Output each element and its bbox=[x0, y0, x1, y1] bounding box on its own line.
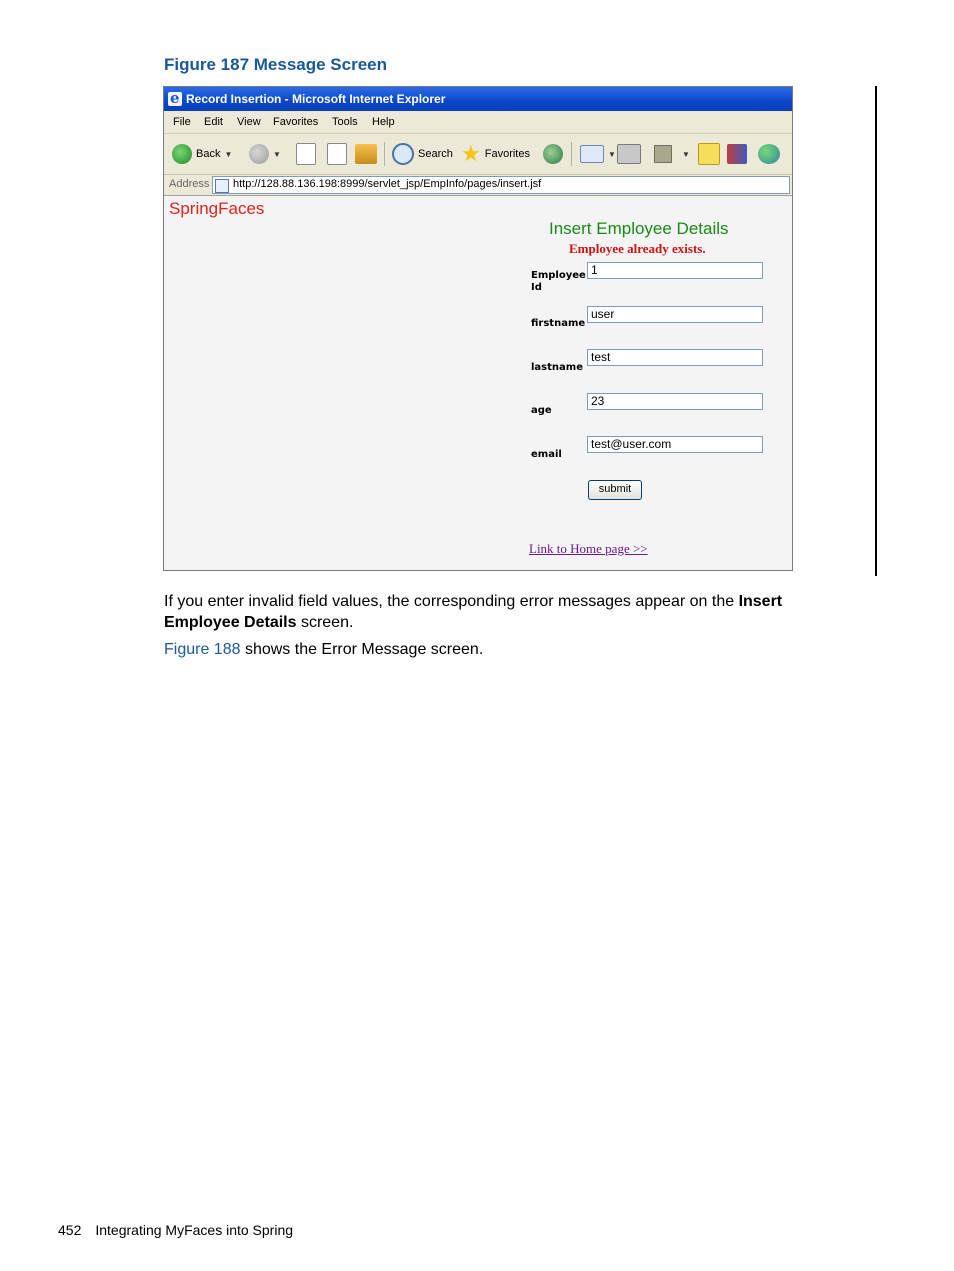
error-message: Employee already exists. bbox=[569, 241, 706, 256]
browser-screenshot bbox=[163, 86, 793, 571]
figure-188-link[interactable]: Figure 188 bbox=[164, 641, 241, 658]
messenger-icon bbox=[758, 144, 780, 164]
back-dropdown-icon[interactable]: ▼ bbox=[224, 149, 233, 159]
age-label: age bbox=[531, 405, 552, 416]
para1-tail: screen. bbox=[296, 614, 354, 631]
edit-button[interactable] bbox=[654, 142, 690, 166]
print-button[interactable] bbox=[617, 142, 641, 166]
note-icon bbox=[698, 143, 720, 165]
mail-icon bbox=[580, 145, 604, 163]
address-label: Address bbox=[169, 178, 210, 190]
favorites-label: Favorites bbox=[484, 148, 530, 160]
menu-bar bbox=[164, 111, 792, 134]
toolbar-separator bbox=[571, 142, 572, 166]
research-button[interactable] bbox=[727, 142, 747, 166]
employee-id-label bbox=[531, 270, 586, 294]
menu-tools[interactable]: Tools bbox=[332, 116, 358, 128]
back-arrow-icon bbox=[172, 144, 192, 164]
home-icon bbox=[355, 144, 377, 164]
age-input[interactable]: 23 bbox=[587, 393, 763, 410]
page-content bbox=[164, 196, 792, 570]
address-bar bbox=[164, 175, 792, 196]
stop-icon bbox=[296, 143, 316, 165]
employee-id-input[interactable]: 1 bbox=[587, 262, 763, 279]
menu-edit[interactable]: Edit bbox=[204, 116, 223, 128]
forward-arrow-icon bbox=[249, 144, 269, 164]
address-url: http://128.88.136.198:8999/servlet_jsp/EmpInfo/pages/insert.jsf bbox=[233, 178, 542, 190]
email-input[interactable]: test@user.com bbox=[587, 436, 763, 453]
history-button[interactable] bbox=[543, 142, 563, 166]
brand-logo-text: SpringFaces bbox=[169, 199, 265, 218]
messenger-button[interactable] bbox=[758, 142, 780, 166]
mail-button[interactable] bbox=[580, 142, 616, 166]
edit-icon bbox=[654, 145, 672, 163]
form-heading: Insert Employee Details bbox=[549, 219, 729, 238]
window-title: Record Insertion - Microsoft Internet Explorer bbox=[186, 92, 446, 106]
back-label: Back bbox=[196, 148, 221, 160]
footer-section: Integrating MyFaces into Spring bbox=[95, 1222, 294, 1238]
back-button[interactable] bbox=[172, 142, 232, 166]
lastname-label: lastname bbox=[531, 362, 583, 373]
toolbar bbox=[164, 134, 792, 175]
home-button[interactable] bbox=[355, 142, 377, 166]
body-paragraph-2 bbox=[164, 639, 483, 660]
figure-caption: Figure 187 Message Screen bbox=[164, 55, 388, 74]
firstname-label: firstname bbox=[531, 318, 586, 329]
mail-dropdown-icon[interactable]: ▼ bbox=[608, 149, 616, 159]
menu-favorites[interactable]: Favorites bbox=[273, 116, 319, 128]
employee-id-label-line1: Employee bbox=[531, 270, 586, 281]
refresh-icon bbox=[327, 143, 347, 165]
edit-dropdown-icon[interactable]: ▼ bbox=[682, 149, 690, 159]
submit-button[interactable]: submit bbox=[588, 480, 642, 500]
lastname-input[interactable]: test bbox=[587, 349, 763, 366]
printer-icon bbox=[617, 144, 641, 164]
body-paragraph-1 bbox=[164, 591, 828, 633]
employee-id-label-line2: Id bbox=[531, 282, 542, 293]
discuss-button[interactable] bbox=[698, 142, 720, 166]
forward-dropdown-icon[interactable]: ▼ bbox=[273, 149, 281, 159]
change-bar bbox=[875, 86, 877, 576]
menu-file[interactable]: File bbox=[173, 116, 191, 128]
search-icon bbox=[392, 143, 414, 165]
page-icon bbox=[215, 179, 229, 193]
menu-help[interactable]: Help bbox=[372, 116, 395, 128]
menu-view[interactable]: View bbox=[237, 116, 261, 128]
star-icon: ★ bbox=[461, 141, 481, 166]
page-number: 452 bbox=[58, 1222, 82, 1238]
favorites-button[interactable] bbox=[461, 142, 530, 166]
firstname-input[interactable]: user bbox=[587, 306, 763, 323]
toolbar-separator bbox=[384, 142, 385, 166]
email-label: email bbox=[531, 449, 562, 460]
para1-text: If you enter invalid field values, the corresponding error messages appear on the bbox=[164, 593, 739, 610]
search-button[interactable] bbox=[392, 142, 453, 166]
para2-text: shows the Error Message screen. bbox=[240, 641, 484, 658]
home-page-link[interactable]: Link to Home page >> bbox=[529, 541, 648, 556]
history-icon bbox=[543, 144, 563, 164]
ie-logo-icon bbox=[168, 92, 182, 106]
forward-button[interactable] bbox=[249, 142, 281, 166]
para1-bold: Insert Employee Details bbox=[164, 593, 783, 631]
address-input[interactable] bbox=[212, 176, 790, 194]
search-label: Search bbox=[418, 148, 453, 160]
refresh-button[interactable] bbox=[327, 142, 347, 166]
page-footer bbox=[58, 1222, 293, 1238]
stop-button[interactable] bbox=[296, 142, 316, 166]
research-icon bbox=[727, 144, 747, 164]
window-titlebar bbox=[164, 87, 792, 111]
